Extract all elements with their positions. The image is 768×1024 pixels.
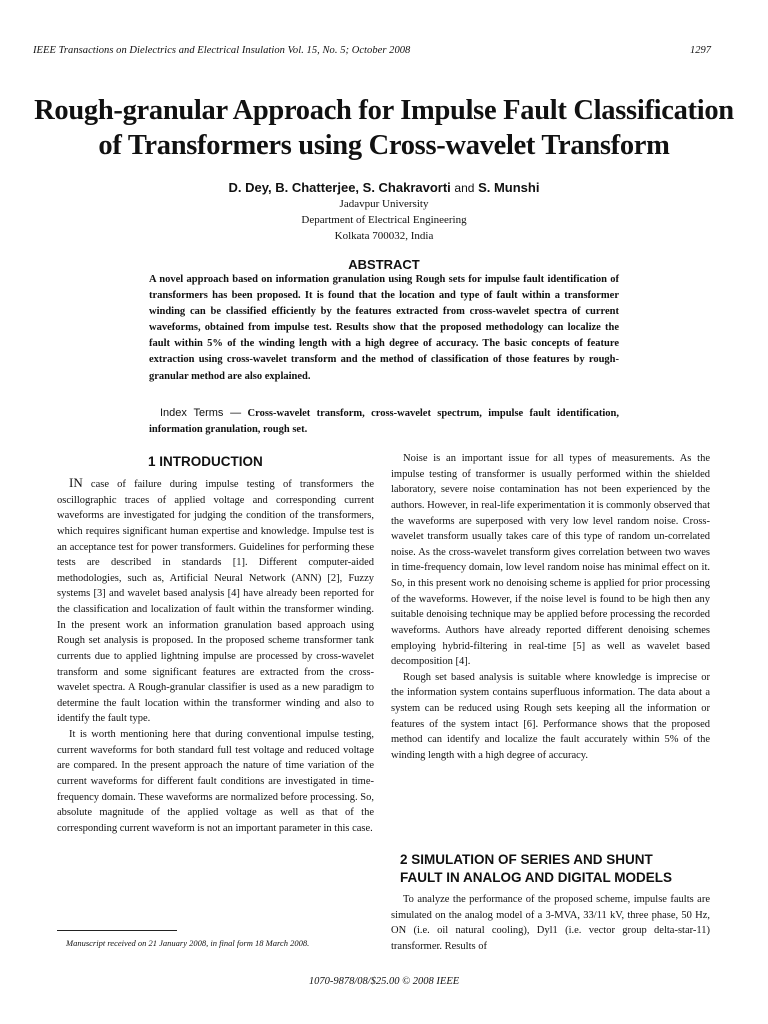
affiliation [0,196,768,244]
affiliation-university: Jadavpur University [339,198,429,210]
section-2-heading [400,851,672,887]
index-terms-label: Index Terms — [160,407,242,419]
abstract-text: A novel approach based on information granulation using Rough sets for impulse fault identification of transformers has been proposed. It is found that the location and type of fault within a transformer winding can be classified efficiently by the features extracted from cross-wavelet spectra of current waveforms, obtained from impulse test. Results show that the proposed methodology can localize the fault within 5% of the winding length with a high degree of accuracy. The basic concepts of feature extraction using cross-wavelet transform and the method of classification of those features by rough-granular method are also explained. [149,274,619,382]
running-header-page-number: 1297 [690,45,711,56]
footnote-rule [57,930,177,931]
copyright-footer: 1070-9878/08/$25.00 © 2008 IEEE [308,976,460,987]
right-column-body [391,451,710,764]
affiliation-city: Kolkata 700032, India [334,230,434,242]
index-terms-text: Cross-wavelet transform, cross-wavelet spectrum, impulse fault identification, information granulation, rough set. [149,408,619,436]
intro-paragraph-1-text: case of failure during impulse testing of transformers the oscillographic traces of applied voltage and corresponding current waveforms are investigated for judging the condition of the transformers, which requires significant human expertise and knowledge. Impulse test is an acceptance test for power transformers. Guidelines for performing these tests are described in standards [1]. Different computer-aided methodologies, such as, Artificial Neural Network (ANN) [2], Fuzzy systems [3] and wavelet based analysis [4] have already been reported for the classification and localization of fault within the transformer winding. In the present work an information granulation based approach using Rough set analysis is proposed. In the proposed scheme transformer tank currents due to applied lightning impulse are processed by cross-wavelet transform and some significant features are extracted from the cross-wavelet spectra. A Rough-granular classifier is used as a new paradigm to determine the fault location within the transformer winding and also to identify the fault type. [57,479,375,725]
paper-title: Rough-granular Approach for Impulse Fault Classification of Transformers using Cross-wavelet Transform [34,95,734,161]
intro-paragraph-1 [57,475,374,727]
section-2-body [391,892,710,955]
intro-paragraph-2: It is worth mentioning here that during conventional impulse testing, current waveforms for both standard full test voltage and reduced voltage are compared. In the present approach the nature of time variation of the current waveforms for different fault conditions are investigated in time-frequency domain. These waveforms are normalized before processing. So, absolute magnitude of the applied voltage as well as that of the corresponding current waveform is not an important parameter in this case. [57,729,374,834]
footnote-manuscript: Manuscript received on 21 January 2008, in final form 18 March 2008. [66,938,310,948]
section-2-heading-line-1: 2 SIMULATION OF SERIES AND SHUNT [400,852,653,867]
left-column-body [57,475,374,836]
intro-dropcap: IN [69,475,83,490]
section-2-paragraph-1: To analyze the performance of the proposed scheme, impulse faults are simulated on the analog model of a 3-MVA, 33/11 kV, three phase, 50 Hz, ON (i.e. oil natural cooling), Dyl1 (i.e. vector group delta-star-11) transformer. Results of [391,894,710,952]
section-2-heading-line-2: FAULT IN ANALOG AND DIGITAL MODELS [400,870,672,885]
running-header-journal: IEEE Transactions on Dielectrics and Electrical Insulation Vol. 15, No. 5; October 2008 [33,45,411,56]
affiliation-department: Department of Electrical Engineering [301,214,467,226]
abstract-heading: ABSTRACT [348,257,420,272]
author-names-2: S. Munshi [478,180,540,195]
intro-paragraph-4: Rough set based analysis is suitable where knowledge is imprecise or the information system contains superfluous information. The data about a system can be reduced using Rough sets keeping all the information or features of the system intact [6]. Performance shows that the proposed method can identify and localize the fault accurately within 5% of the winding length with a high degree of accuracy. [391,671,710,761]
author-and: and [454,181,475,195]
author-names-1: D. Dey, B. Chatterjee, S. Chakravorti [228,180,451,195]
intro-paragraph-3: Noise is an important issue for all types of measurements. As the impulse testing of transformer is usually performed within the shielded laboratory, severe noise contamination has not been experienced by the authors. However, in real-life experimentation it is commonly observed that the waveforms are superposed with very low level random noise. Cross-wavelet transform usually takes care of this type of random un-correlated noise. As the cross-wavelet transform gives correlation between two waves in time-frequency domain, low level random noise has minimal effect on it. So, in this present work no denoising scheme is applied for prior processing of the waveforms. However, if the noise level is found to be high then any suitable denoising technique may be applied before processing the recorded waveforms. Authors have already reported different denoising schemes employing hybrid-filtering in real-time [5] as well as wavelet based decomposition [4]. [391,453,710,668]
section-1-heading: 1 INTRODUCTION [148,454,263,469]
author-list [0,180,768,195]
index-terms [149,405,619,438]
